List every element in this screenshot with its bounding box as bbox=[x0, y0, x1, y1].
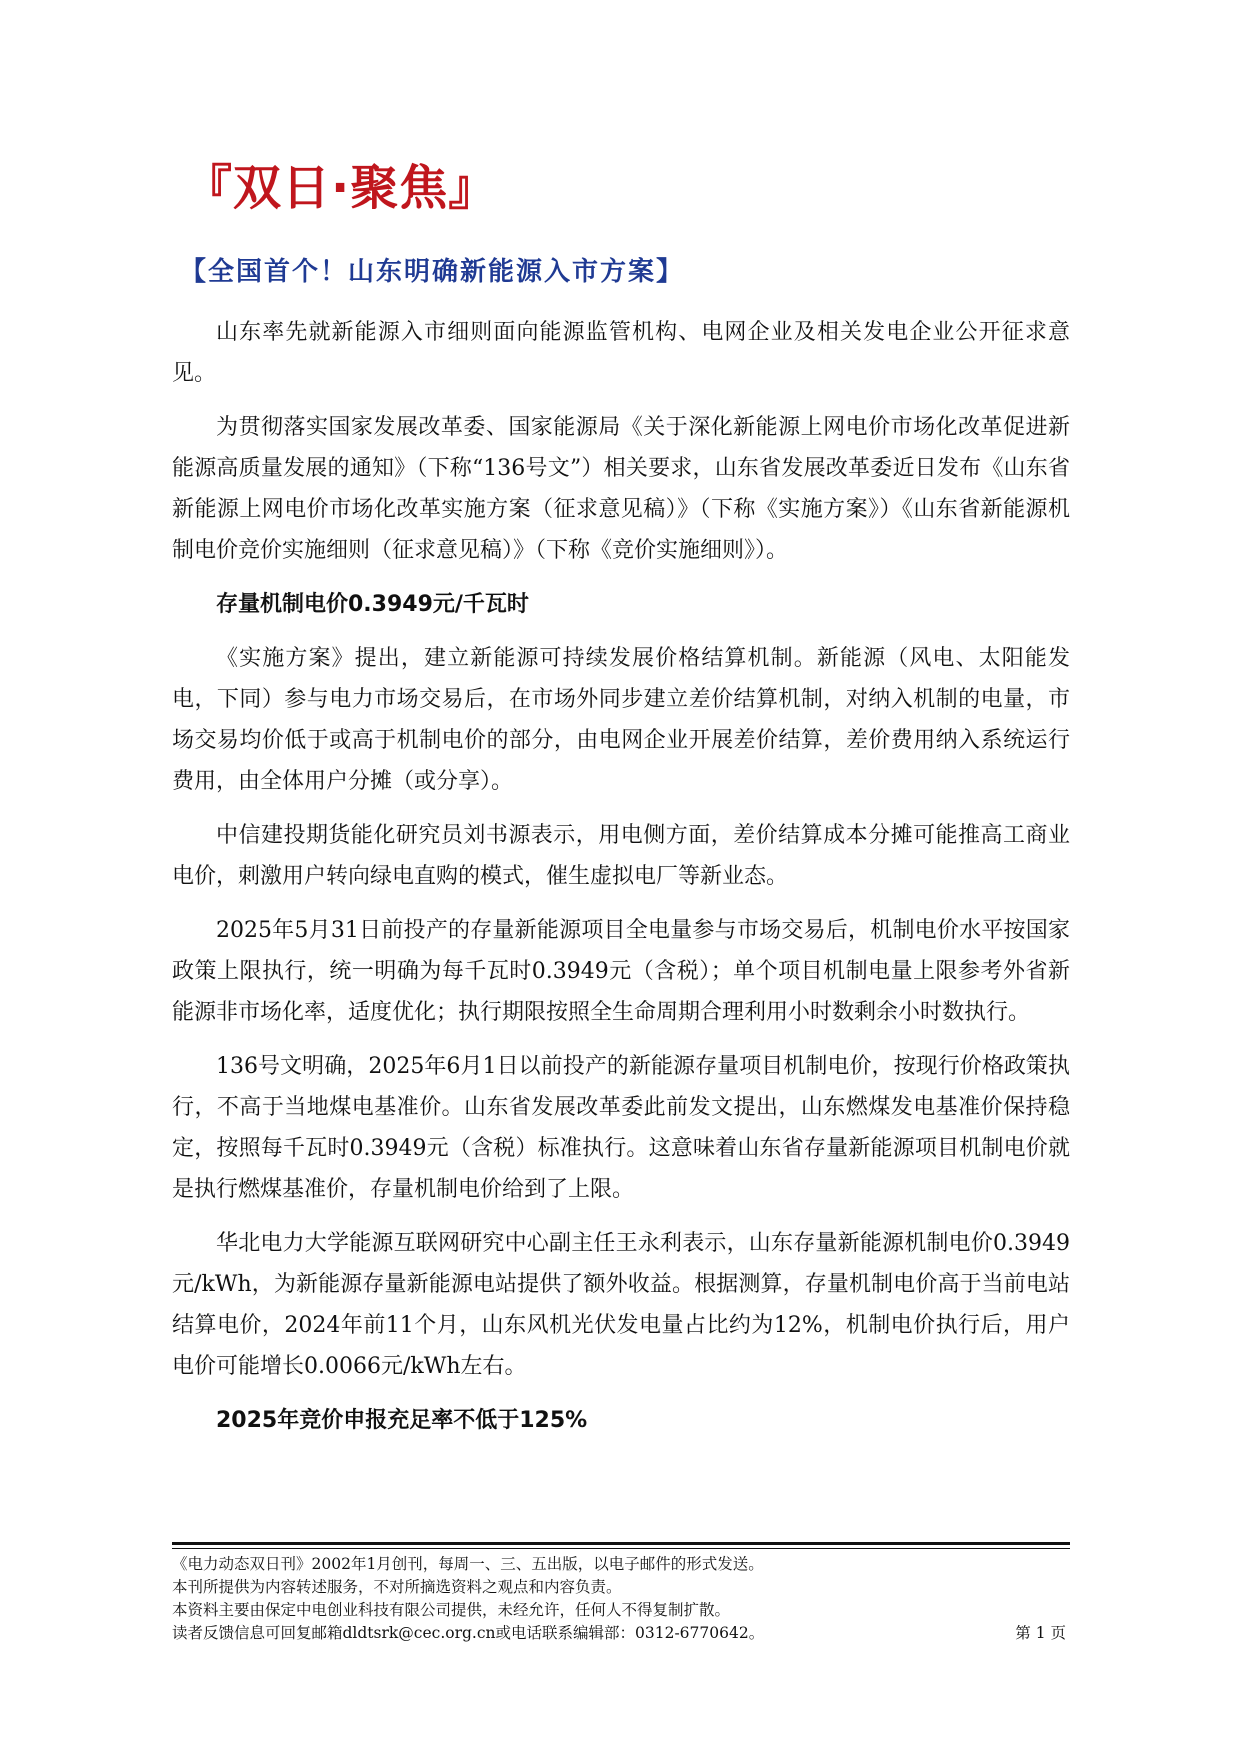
article-body bbox=[172, 312, 1070, 1454]
paragraph-intro: 山东率先就新能源入市细则面向能源监管机构、电网企业及相关发电企业公开征求意见。 bbox=[172, 320, 1070, 386]
paragraph-document-136: 136号文明确，2025年6月1日以前投产的新能源存量项目机制电价，按现行价格政策执行，不高于当地煤电基准价。山东省发展改革委此前发文提出，山东燃煤发电基准价保持稳定，按照每千瓦时0.3949元（含税）标准执行。这意味着山东省存量新能源项目机制电价就是执行燃煤基准价，存量机制电价给到了上限。 bbox=[172, 1054, 1070, 1202]
paragraph-analyst-comment: 中信建投期货能化研究员刘书源表示，用电侧方面，差价结算成本分摊可能推高工商业电价，刺激用户转向绿电直购的模式，催生虚拟电厂等新业态。 bbox=[172, 823, 1070, 889]
footer-divider-thick bbox=[172, 1542, 1070, 1545]
article-title: 【全国首个！山东明确新能源入市方案】 bbox=[180, 257, 685, 287]
paragraph-background: 为贯彻落实国家发展改革委、国家能源局《关于深化新能源上网电价市场化改革促进新能源高质量发展的通知》（下称“136号文”）相关要求，山东省发展改革委近日发布《山东省新能源上网电价市场化改革实施方案（征求意见稿）》（下称《实施方案》）《山东省新能源机制电价竞价实施细则（征求意见稿）》（下称《竞价实施细则》）。 bbox=[172, 415, 1070, 563]
footer-copyright: 本资料主要由保定中电创业科技有限公司提供，未经允许，任何人不得复制扩散。 bbox=[172, 1601, 731, 1619]
page-number: 第 1 页 bbox=[1015, 1624, 1066, 1642]
subheading-bidding-ratio: 2025年竞价申报充足率不低于125% bbox=[216, 1408, 588, 1433]
footer-publication-info: 《电力动态双日刊》2002年1月创刊，每周一、三、五出版，以电子邮件的形式发送。 bbox=[172, 1555, 764, 1573]
footer-contact: 读者反馈信息可回复邮箱dldtsrk@cec.org.cn或电话联系编辑部：0312-6770642。 bbox=[172, 1624, 765, 1642]
footer-disclaimer: 本刊所提供为内容转述服务，不对所摘选资料之观点和内容负责。 bbox=[172, 1578, 622, 1596]
subheading-existing-price: 存量机制电价0.3949元/千瓦时 bbox=[216, 592, 529, 617]
footer-divider-thin bbox=[172, 1548, 1070, 1549]
paragraph-expert-estimate: 华北电力大学能源互联网研究中心副主任王永利表示，山东存量新能源机制电价0.3949元/kWh，为新能源存量新能源电站提供了额外收益。根据测算，存量机制电价高于当前电站结算电价，2024年前11个月，山东风机光伏发电量占比约为12%，机制电价执行后，用户电价可能增长0.0066元/kWh左右。 bbox=[172, 1231, 1070, 1379]
footer bbox=[172, 1553, 1070, 1645]
footer-contact-row bbox=[172, 1622, 1070, 1645]
section-title: 『双日·聚焦』 bbox=[184, 160, 498, 216]
paragraph-settlement-mechanism: 《实施方案》提出，建立新能源可持续发展价格结算机制。新能源（风电、太阳能发电，下同）参与电力市场交易后，在市场外同步建立差价结算机制，对纳入机制的电量，市场交易均价低于或高于机制电价的部分，由电网企业开展差价结算，差价费用纳入系统运行费用，由全体用户分摊（或分享）。 bbox=[172, 646, 1070, 794]
paragraph-existing-projects: 2025年5月31日前投产的存量新能源项目全电量参与市场交易后，机制电价水平按国家政策上限执行，统一明确为每千瓦时0.3949元（含税）；单个项目机制电量上限参考外省新能源非市场化率，适度优化；执行期限按照全生命周期合理利用小时数剩余小时数执行。 bbox=[172, 918, 1070, 1025]
